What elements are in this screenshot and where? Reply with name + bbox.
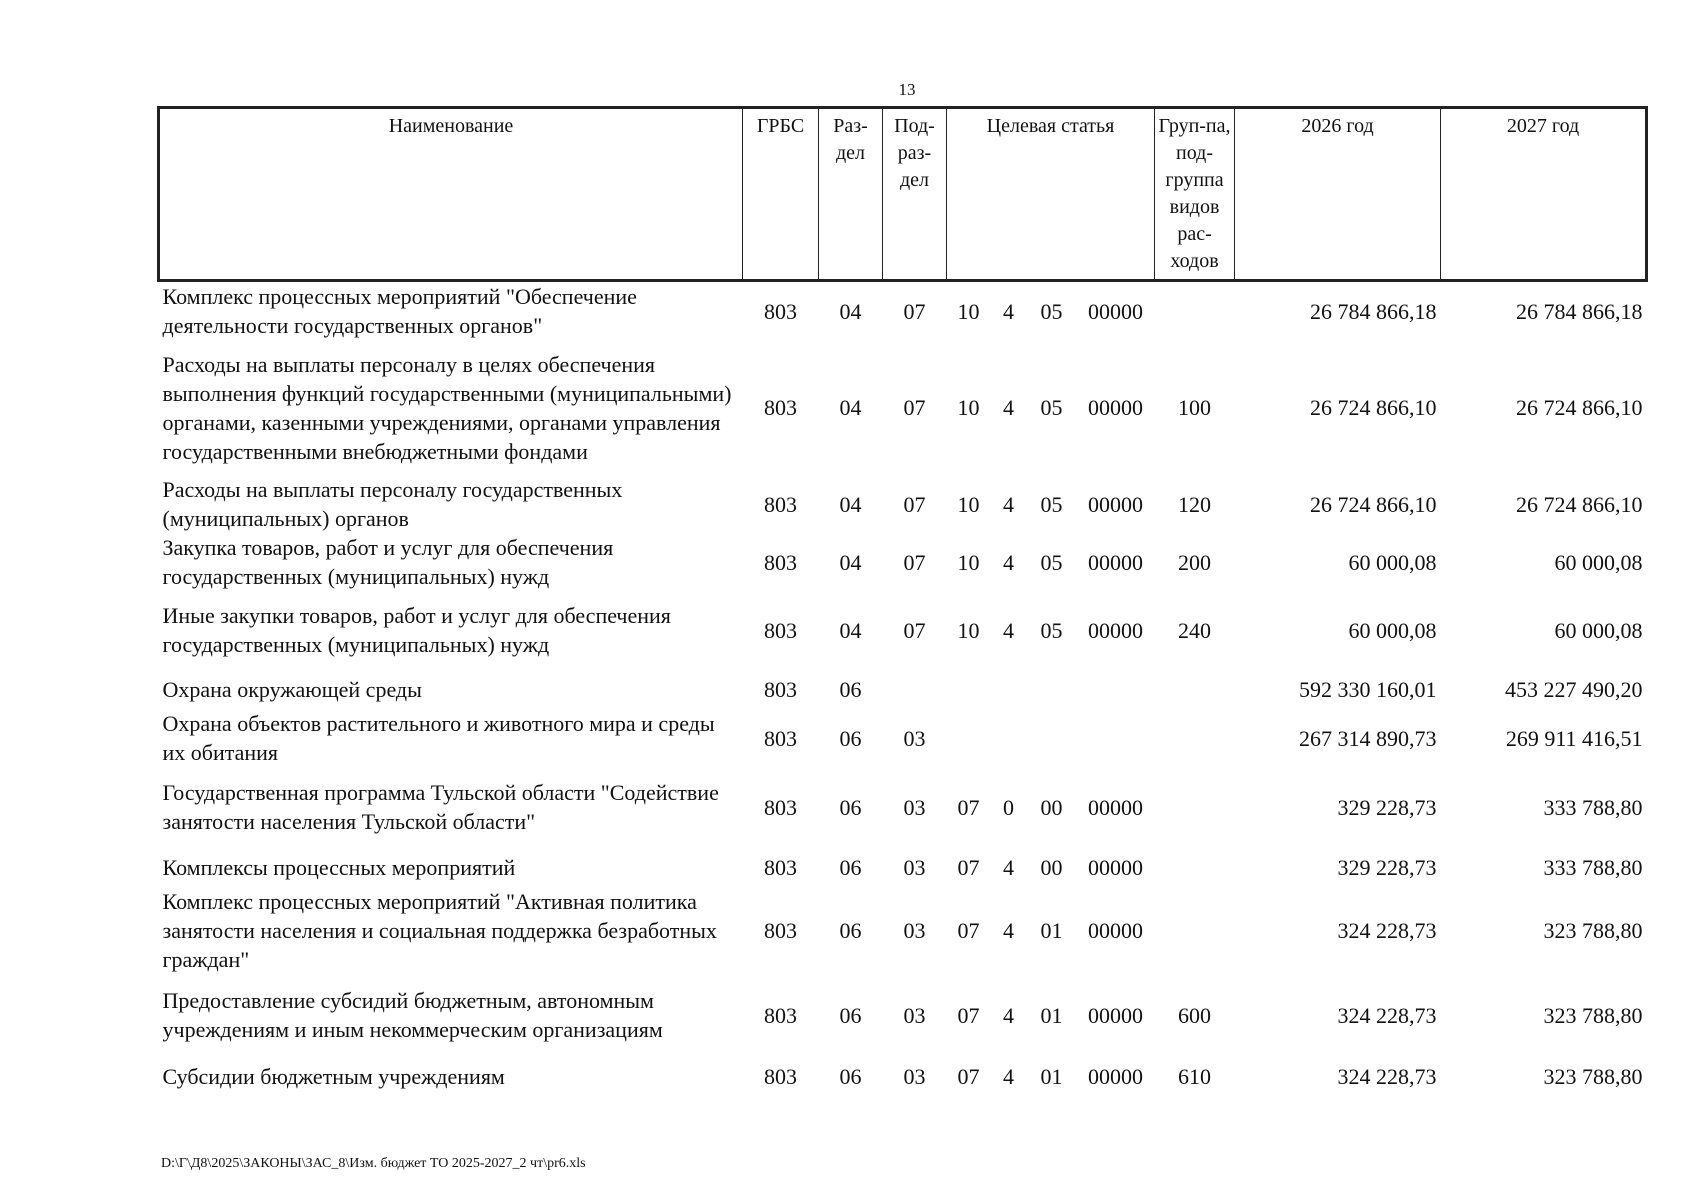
table-row bbox=[159, 847, 1647, 887]
cell-target-program: 10 bbox=[957, 395, 980, 420]
cell-razdel: 04 bbox=[839, 395, 862, 420]
cell-target-type: 4 bbox=[1003, 918, 1014, 943]
row-name: Закупка товаров, работ и услуг для обеспечения государственных (муниципальных) нужд bbox=[162, 535, 614, 589]
cell-expense-group: 100 bbox=[1178, 395, 1212, 420]
cell-target-subtype: 05 bbox=[1040, 395, 1063, 420]
row-name: Государственная программа Тульской области "Содействие занятости населения Тульской области" bbox=[162, 780, 719, 834]
cell-amount-2026: 26 784 866,18 bbox=[1310, 298, 1437, 324]
cell-podrazdel: 03 bbox=[903, 794, 926, 820]
cell-podrazdel: 07 bbox=[903, 298, 926, 324]
row-name: Комплексы процессных мероприятий bbox=[162, 854, 516, 880]
cell-razdel: 06 bbox=[839, 794, 862, 820]
table-header bbox=[159, 108, 1647, 281]
cell-expense-group: 610 bbox=[1178, 1063, 1212, 1089]
row-name: Комплекс процессных мероприятий "Активная политика занятости населения и социальная поддержка безработных граждан" bbox=[162, 889, 717, 972]
cell-target-subtype: 00 bbox=[1040, 854, 1063, 880]
cell-amount-2026: 592 330 160,01 bbox=[1299, 676, 1437, 702]
cell-expense-group bbox=[1155, 669, 1235, 709]
cell-grbs: 803 bbox=[764, 491, 797, 517]
cell-target-program bbox=[947, 709, 991, 767]
cell-grbs: 803 bbox=[764, 298, 797, 324]
cell-target-type: 4 bbox=[1003, 491, 1014, 517]
cell-amount-2027: 323 788,80 bbox=[1543, 1002, 1643, 1028]
cell-amount-2026: 60 000,08 bbox=[1348, 617, 1437, 643]
cell-podrazdel: 03 bbox=[903, 1002, 926, 1028]
cell-amount-2027: 26 784 866,18 bbox=[1516, 298, 1643, 324]
cell-amount-2026: 26 724 866,10 bbox=[1310, 491, 1437, 517]
cell-amount-2027: 323 788,80 bbox=[1543, 918, 1643, 943]
table-row bbox=[159, 1056, 1647, 1096]
cell-razdel: 06 bbox=[839, 1002, 862, 1028]
table-row bbox=[159, 974, 1647, 1056]
cell-razdel: 06 bbox=[839, 1063, 862, 1089]
cell-grbs: 803 bbox=[764, 725, 797, 751]
cell-target-type: 4 bbox=[1003, 395, 1014, 420]
cell-target-subtype: 05 bbox=[1040, 491, 1063, 517]
cell-podrazdel: 07 bbox=[903, 549, 926, 575]
table-row bbox=[159, 669, 1647, 709]
row-name: Субсидии бюджетным учреждениям bbox=[162, 1063, 505, 1089]
table-row bbox=[159, 591, 1647, 669]
cell-target-direction: 00000 bbox=[1088, 854, 1144, 880]
cell-target-program: 10 bbox=[957, 549, 980, 575]
cell-amount-2026: 324 228,73 bbox=[1337, 1063, 1437, 1089]
cell-podrazdel: 07 bbox=[903, 395, 926, 420]
cell-grbs: 803 bbox=[764, 1063, 797, 1089]
header-expense-group: Груп-па, под-группа видов рас-ходов bbox=[1155, 108, 1235, 281]
table-row bbox=[159, 475, 1647, 533]
cell-grbs: 803 bbox=[764, 854, 797, 880]
cell-expense-group: 240 bbox=[1178, 617, 1212, 643]
row-name: Комплекс процессных мероприятий "Обеспечение деятельности государственных органов" bbox=[162, 284, 637, 338]
cell-target-direction: 00000 bbox=[1088, 918, 1144, 943]
cell-razdel: 06 bbox=[839, 676, 862, 702]
cell-expense-group bbox=[1155, 767, 1235, 847]
cell-expense-group bbox=[1155, 847, 1235, 887]
cell-target-subtype bbox=[1027, 669, 1077, 709]
row-name: Предоставление субсидий бюджетным, автономным учреждениям и иным некоммерческим организациям bbox=[162, 988, 663, 1042]
cell-podrazdel: 07 bbox=[903, 491, 926, 517]
cell-amount-2027: 60 000,08 bbox=[1554, 617, 1643, 643]
cell-target-direction: 00000 bbox=[1088, 395, 1144, 420]
table-row bbox=[159, 887, 1647, 974]
header-name: Наименование bbox=[159, 108, 743, 281]
cell-amount-2026: 60 000,08 bbox=[1348, 549, 1437, 575]
cell-amount-2027: 333 788,80 bbox=[1543, 854, 1643, 880]
cell-expense-group bbox=[1155, 281, 1235, 341]
cell-razdel: 04 bbox=[839, 617, 862, 643]
row-name: Иные закупки товаров, работ и услуг для обеспечения государственных (муниципальных) нужд bbox=[162, 603, 671, 657]
cell-amount-2027: 333 788,80 bbox=[1543, 794, 1643, 820]
cell-amount-2026: 267 314 890,73 bbox=[1299, 725, 1437, 751]
cell-target-subtype: 00 bbox=[1040, 794, 1063, 820]
cell-target-type bbox=[991, 709, 1027, 767]
cell-target-program: 07 bbox=[957, 1063, 980, 1089]
cell-amount-2026: 26 724 866,10 bbox=[1310, 395, 1437, 420]
cell-amount-2027: 323 788,80 bbox=[1543, 1063, 1643, 1089]
cell-amount-2027: 26 724 866,10 bbox=[1516, 395, 1643, 420]
table-row bbox=[159, 533, 1647, 591]
cell-target-direction: 00000 bbox=[1088, 1002, 1144, 1028]
cell-target-type: 4 bbox=[1003, 1063, 1014, 1089]
cell-podrazdel: 07 bbox=[903, 617, 926, 643]
cell-target-subtype bbox=[1027, 709, 1077, 767]
cell-razdel: 04 bbox=[839, 491, 862, 517]
cell-podrazdel: 03 bbox=[903, 854, 926, 880]
cell-expense-group: 200 bbox=[1178, 549, 1212, 575]
cell-podrazdel: 03 bbox=[903, 725, 926, 751]
cell-target-subtype: 05 bbox=[1040, 298, 1063, 324]
cell-target-type: 4 bbox=[1003, 617, 1014, 643]
cell-amount-2026: 329 228,73 bbox=[1337, 854, 1437, 880]
row-name: Охрана окружающей среды bbox=[162, 676, 422, 702]
cell-target-program: 10 bbox=[957, 491, 980, 517]
cell-razdel: 04 bbox=[839, 298, 862, 324]
cell-amount-2027: 60 000,08 bbox=[1554, 549, 1643, 575]
cell-razdel: 04 bbox=[839, 549, 862, 575]
cell-target-direction bbox=[1077, 709, 1155, 767]
budget-table bbox=[157, 106, 1648, 1096]
cell-target-program: 07 bbox=[957, 918, 980, 943]
cell-grbs: 803 bbox=[764, 1002, 797, 1028]
cell-amount-2027: 26 724 866,10 bbox=[1516, 491, 1643, 517]
cell-target-direction: 00000 bbox=[1088, 298, 1144, 324]
header-target-article: Целевая статья bbox=[947, 108, 1155, 281]
cell-target-type: 4 bbox=[1003, 1002, 1014, 1028]
cell-target-program: 10 bbox=[957, 617, 980, 643]
cell-amount-2026: 324 228,73 bbox=[1337, 918, 1437, 943]
cell-grbs: 803 bbox=[764, 794, 797, 820]
table-row bbox=[159, 281, 1647, 341]
cell-podrazdel bbox=[883, 669, 947, 709]
page-number: 13 bbox=[898, 80, 916, 99]
cell-grbs: 803 bbox=[764, 549, 797, 575]
cell-expense-group bbox=[1155, 709, 1235, 767]
cell-target-program: 07 bbox=[957, 854, 980, 880]
table-row bbox=[159, 709, 1647, 767]
cell-target-type: 0 bbox=[1003, 794, 1014, 820]
cell-expense-group bbox=[1155, 887, 1235, 974]
cell-target-direction: 00000 bbox=[1088, 1063, 1144, 1089]
header-razdel: Раз-дел bbox=[819, 108, 883, 281]
cell-target-type bbox=[991, 669, 1027, 709]
cell-target-program: 10 bbox=[957, 298, 980, 324]
row-name: Расходы на выплаты персоналу в целях обеспечения выполнения функций государственными (муниципальными) органами, казенными учреждениями, органами управления государственными внебюджетными фондами bbox=[162, 351, 732, 464]
header-grbs: ГРБС bbox=[743, 108, 819, 281]
cell-grbs: 803 bbox=[764, 676, 797, 702]
header-year-2026: 2026 год bbox=[1235, 108, 1441, 281]
cell-amount-2027: 453 227 490,20 bbox=[1505, 676, 1643, 702]
table-row bbox=[159, 340, 1647, 475]
cell-target-direction: 00000 bbox=[1088, 491, 1144, 517]
cell-target-program: 07 bbox=[957, 1002, 980, 1028]
cell-target-program bbox=[947, 669, 991, 709]
cell-target-subtype: 01 bbox=[1040, 1063, 1063, 1089]
header-year-2027: 2027 год bbox=[1441, 108, 1647, 281]
cell-target-direction: 00000 bbox=[1088, 549, 1144, 575]
table-row bbox=[159, 767, 1647, 847]
cell-target-direction: 00000 bbox=[1088, 617, 1144, 643]
cell-target-subtype: 01 bbox=[1040, 1002, 1063, 1028]
cell-target-direction: 00000 bbox=[1088, 794, 1144, 820]
row-name: Расходы на выплаты персоналу государственных (муниципальных) органов bbox=[162, 477, 623, 531]
cell-expense-group: 120 bbox=[1178, 491, 1212, 517]
cell-target-program: 07 bbox=[957, 794, 980, 820]
cell-target-type: 4 bbox=[1003, 854, 1014, 880]
cell-grbs: 803 bbox=[764, 617, 797, 643]
table-body bbox=[159, 281, 1647, 1097]
row-name: Охрана объектов растительного и животного мира и среды их обитания bbox=[162, 711, 715, 765]
cell-podrazdel: 03 bbox=[903, 1063, 926, 1089]
cell-razdel: 06 bbox=[839, 854, 862, 880]
cell-amount-2027: 269 911 416,51 bbox=[1505, 725, 1643, 751]
cell-podrazdel: 03 bbox=[903, 918, 926, 943]
cell-razdel: 06 bbox=[839, 918, 862, 943]
header-podrazdel: Под-раз-дел bbox=[883, 108, 947, 281]
cell-target-subtype: 01 bbox=[1040, 918, 1063, 943]
cell-amount-2026: 324 228,73 bbox=[1337, 1002, 1437, 1028]
cell-grbs: 803 bbox=[764, 395, 797, 420]
cell-grbs: 803 bbox=[764, 918, 797, 943]
cell-target-type: 4 bbox=[1003, 549, 1014, 575]
file-path-footer: D:\Г\Д8\2025\ЗАКОНЫ\ЗАС_8\Изм. бюджет ТО 2025-2027_2 чт\pr6.xls bbox=[161, 1156, 586, 1171]
cell-target-subtype: 05 bbox=[1040, 617, 1063, 643]
cell-amount-2026: 329 228,73 bbox=[1337, 794, 1437, 820]
cell-expense-group: 600 bbox=[1178, 1002, 1212, 1028]
cell-target-subtype: 05 bbox=[1040, 549, 1063, 575]
cell-razdel: 06 bbox=[839, 725, 862, 751]
cell-target-type: 4 bbox=[1003, 298, 1014, 324]
cell-target-direction bbox=[1077, 669, 1155, 709]
